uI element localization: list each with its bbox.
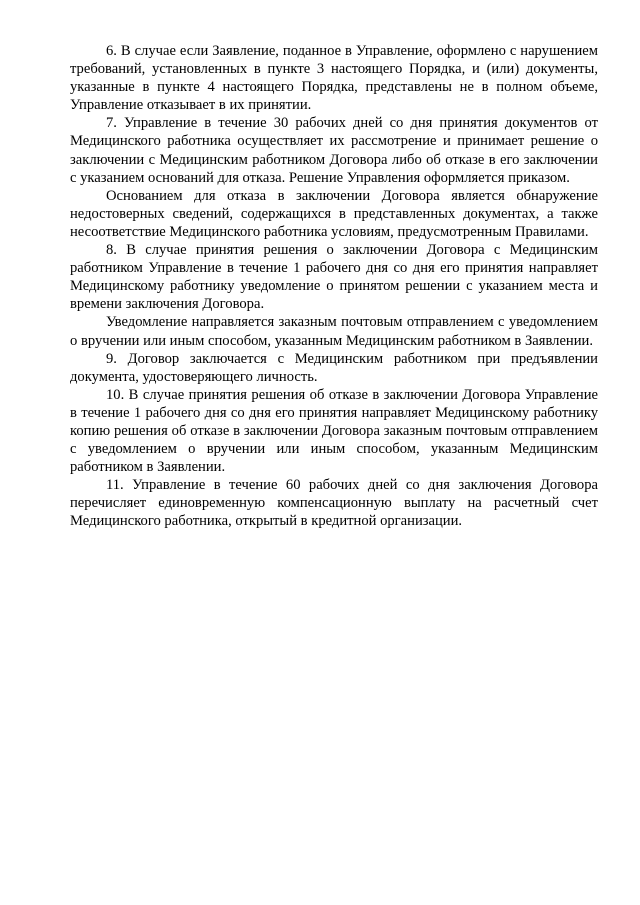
paragraph-6: 6. В случае если Заявление, поданное в Управление, оформлено с нарушением требований, установленных в пункте 3 настоящего Порядка, и (или) документы, указанные в пункте 4 настоящего Порядка, представлены не в полном объеме, Управление отказывает в их принятии. — [70, 43, 598, 114]
paragraph-10: 10. В случае принятия решения об отказе в заключении Договора Управление в течение 1 рабочего дня со дня его принятия направляет Медицинскому работнику копию решения об отказе в заключении Договора заказным почтовым отправлением с уведомлением о вручении или иным способом, указанным Медицинским работником в Заявлении. — [70, 386, 598, 476]
paragraph-9: 9. Договор заключается с Медицинским работником при предъявлении документа, удостоверяющего личность. — [70, 350, 598, 385]
paragraph-7: 7. Управление в течение 30 рабочих дней со дня принятия документов от Медицинского работника осуществляет их рассмотрение и принимает решение о заключении с Медицинским работником Договора либо об отказе в его заключении с указанием оснований для отказа. Решение Управления оформляется приказом. — [70, 115, 598, 186]
document-page — [70, 42, 598, 531]
paragraph-11: 11. Управление в течение 60 рабочих дней со дня заключения Договора перечисляет единовременную компенсационную выплату на расчетный счет Медицинского работника, открытый в кредитной организации. — [70, 477, 598, 530]
paragraph-8: 8. В случае принятия решения о заключении Договора с Медицинским работником Управление в течение 1 рабочего дня со дня его принятия направляет Медицинскому работнику уведомление о принятом решении с указанием места и времени заключения Договора. — [70, 242, 598, 313]
paragraph-notification: Уведомление направляется заказным почтовым отправлением с уведомлением о вручении или иным способом, указанным Медицинским работником в Заявлении. — [70, 314, 598, 349]
paragraph-refusal-grounds: Основанием для отказа в заключении Договора является обнаружение недостоверных сведений, содержащихся в представленных документах, а также несоответствие Медицинского работника условиям, предусмотренным Правилами. — [70, 187, 598, 240]
